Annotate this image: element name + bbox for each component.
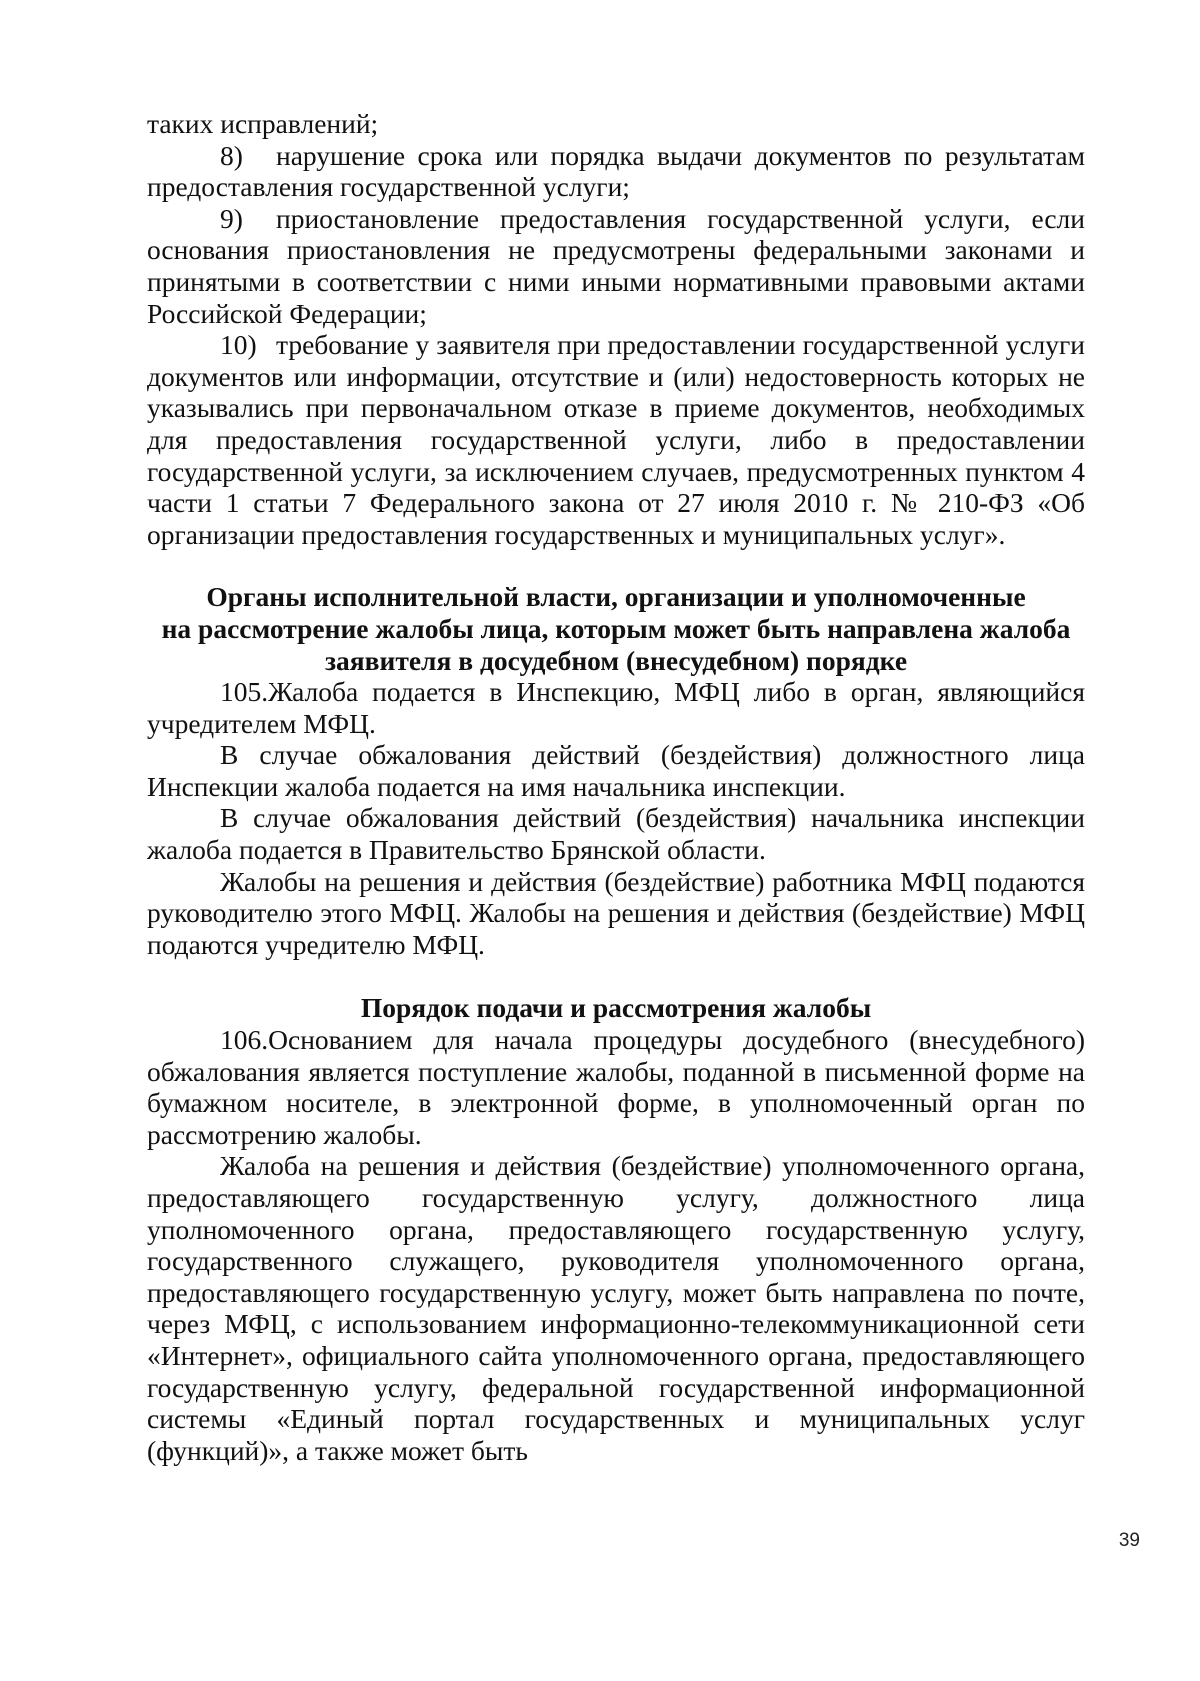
list-item-text: требование у заявителя при предоставлении государственной услуги документов или информации, отсутствие и (или) недостоверность которых не указывались при первоначальном отказе в приеме документов, необходимых для предоставления государственной услуги, либо в предоставлении государственной услуги, за исключением случаев, предусмотренных пунктом 4 части 1 статьи 7 Федерального закона от 27 июля 2010 г. № 210-ФЗ «Об организации предоставления государственных и муниципальных услуг». [147,329,1085,550]
paragraph: 106.Основанием для начала процедуры досудебного (внесудебного) обжалования является поступление жалобы, поданной в письменной форме на бумажном носителе, в электронной форме, в уполномоченный орган по рассмотрению жалобы. [147,1024,1085,1150]
paragraph: В случае обжалования действий (бездействия) начальника инспекции жалоба подается в Правительство Брянской области. [147,802,1085,866]
list-item [147,140,1085,203]
page-number: 39 [1118,1530,1140,1551]
list-item [147,203,1085,329]
section-heading: Порядок подачи и рассмотрения жалобы [360,992,872,1024]
paragraph: Жалоба на решения и действия (бездействие) уполномоченного органа, предоставляющего государственную услугу, должностного лица уполномоченного органа, предоставляющего государственную услугу, государственного служащего, руководителя уполномоченного органа, предоставляющего государственную услугу, может быть направлена по почте, через МФЦ, с использованием информационно-телекоммуникационной сети «Интернет», официального сайта уполномоченного органа, предоставляющего государственную услугу, федеральной государственной информационной системы «Единый портал государственных и муниципальных услуг (функций)», а также может быть [147,1150,1085,1466]
paragraph: 105.Жалоба подается в Инспекцию, МФЦ либо в орган, являющийся учредителем МФЦ. [147,676,1085,739]
section-heading-line: на рассмотрение жалобы лица, которым может быть направлена жалоба [161,612,1071,644]
list-item-number: 10) [220,329,257,361]
spacer [147,960,1085,992]
document-page [147,108,1085,1466]
list-item-number: 9) [220,202,243,234]
list-item-text: нарушение срока или порядка выдачи документов по результатам предоставления государственной услуги; [147,139,1085,203]
continuation-text: таких исправлений; [147,108,379,139]
list-item [147,329,1085,550]
section-heading-line: заявителя в досудебном (внесудебном) порядке [324,644,908,676]
section-heading-line: Органы исполнительной власти, организации и уполномоченные [206,581,1026,613]
paragraph: В случае обжалования действий (бездействия) должностного лица Инспекции жалоба подается на имя начальника инспекции. [147,739,1085,802]
paragraph: Жалобы на решения и действия (бездействие) работника МФЦ подаются руководителю этого МФЦ. Жалобы на решения и действия (бездействие) МФЦ подаются учредителю МФЦ. [147,865,1085,960]
spacer [147,550,1085,581]
list-item-text: приостановление предоставления государственной услуги, если основания приостановления не предусмотрены федеральными законами и принятыми в соответствии с ними иными нормативными правовыми актами Российской Федерации; [147,202,1085,329]
list-item-number: 8) [220,139,243,171]
